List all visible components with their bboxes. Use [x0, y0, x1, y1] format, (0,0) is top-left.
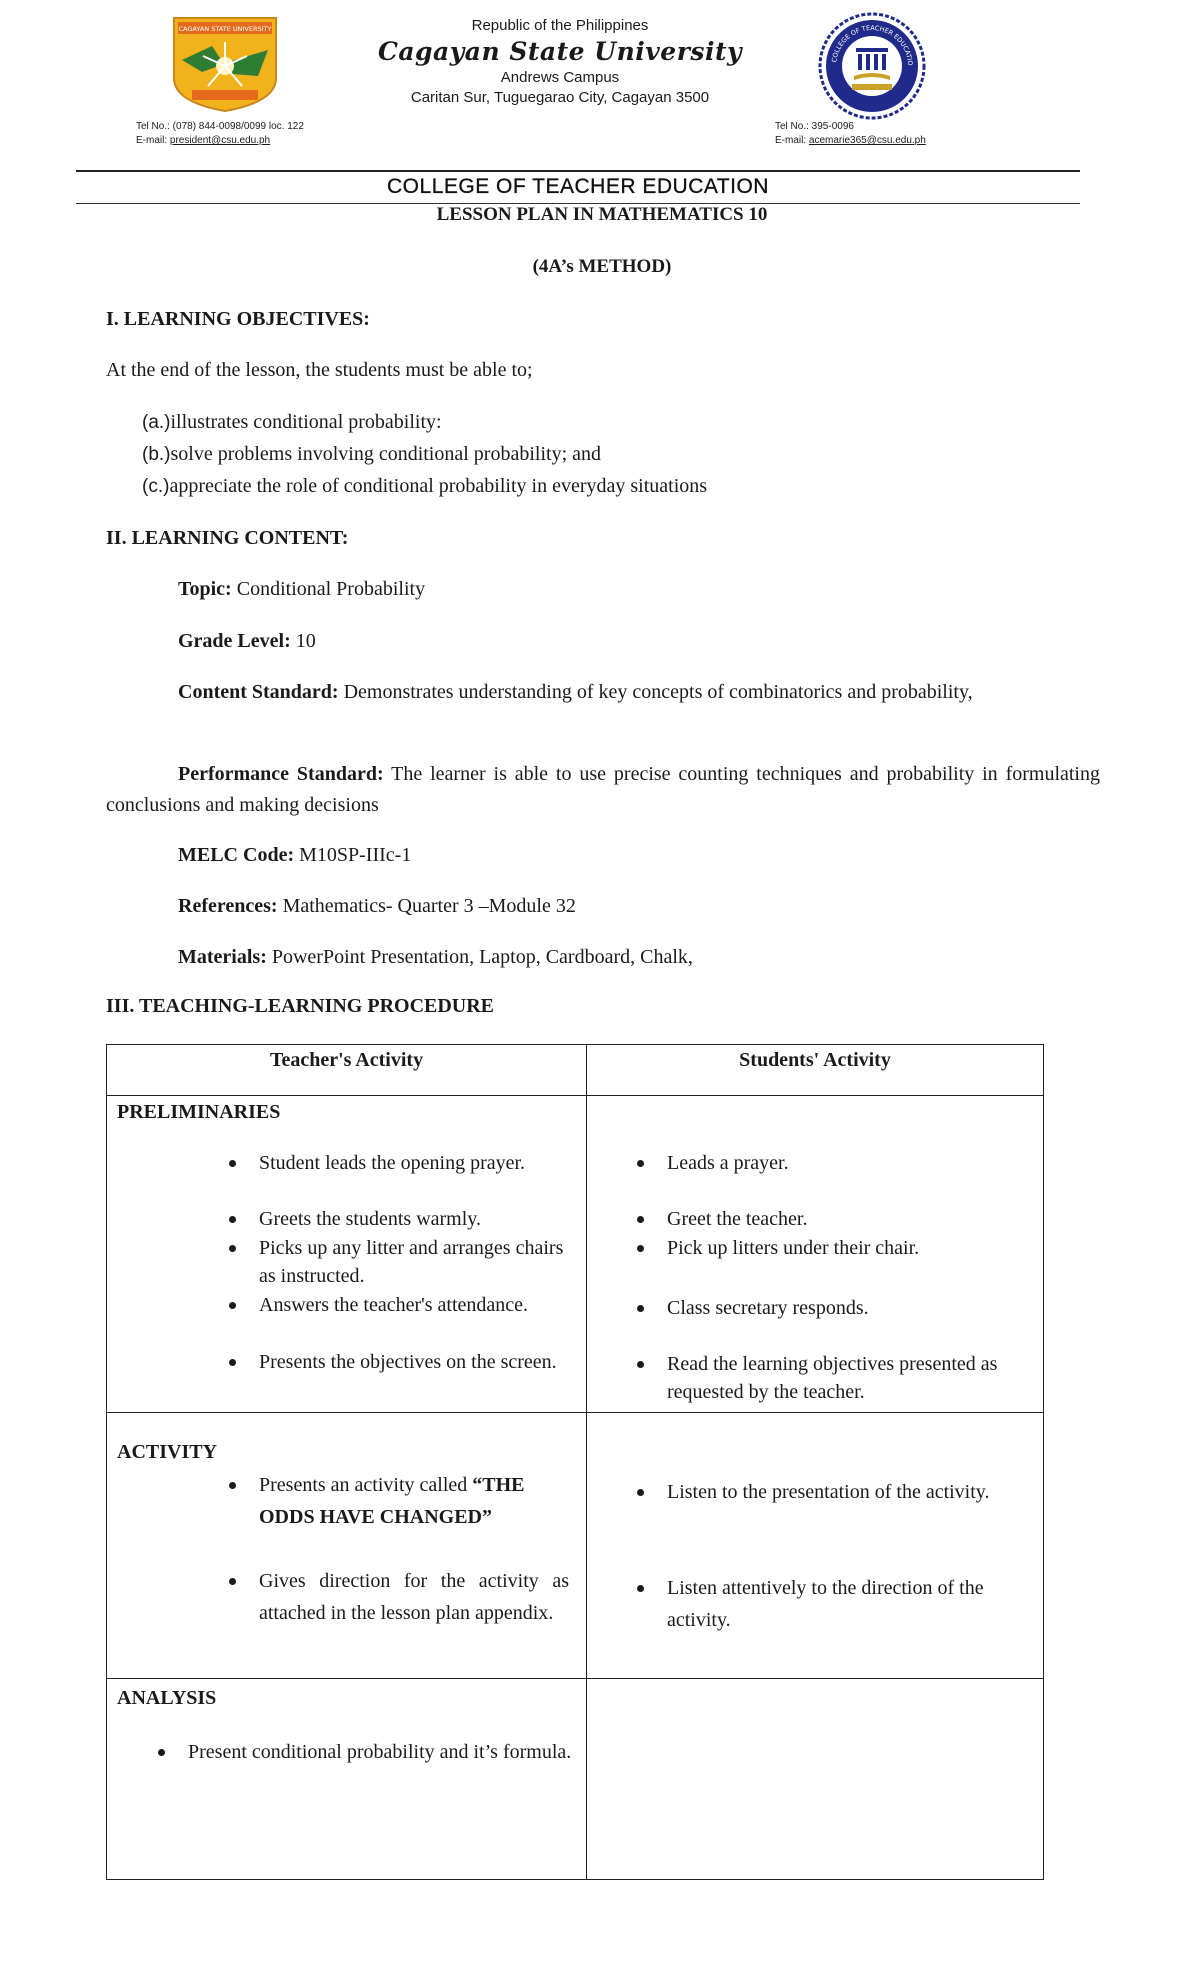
list-item: Leads a prayer. [667, 1149, 1032, 1205]
campus-address: Caritan Sur, Tuguegarao City, Cagayan 3500 [410, 89, 710, 106]
procedure-heading: III. TEACHING-LEARNING PROCEDURE [106, 995, 495, 1017]
left-contact [136, 120, 304, 148]
objective-label: (c.) [142, 476, 170, 497]
right-tel: Tel No.: 395-0096 [775, 121, 854, 132]
left-email-link[interactable]: president@csu.edu.ph [169, 135, 271, 146]
list-item: Listen attentively to the direction of the activity. [667, 1572, 1032, 1636]
preliminaries-teacher-list [259, 1149, 569, 1405]
grade-field: Grade Level: 10 [178, 630, 316, 652]
analysis-teacher-list [188, 1736, 573, 1768]
list-item: Present conditional probability and it’s formula. [188, 1736, 573, 1768]
table-row-divider [107, 1412, 1043, 1413]
objective-label: (a.) [142, 412, 171, 433]
melc-field: MELC Code: M10SP-IIIc-1 [178, 844, 412, 866]
csu-logo [172, 16, 278, 112]
republic-label: Republic of the Philippines [471, 17, 649, 34]
objective-item: (a.)illustrates conditional probability: [142, 411, 442, 433]
header-divider-top [76, 170, 1080, 172]
procedure-table [106, 1044, 1044, 1880]
list-item: Greet the teacher. [667, 1205, 1032, 1234]
topic-field: Topic: Conditional Probability [178, 578, 426, 600]
objective-item: (b.)solve problems involving conditional probability; and [142, 443, 601, 465]
cte-seal-text: COLLEGE OF TEACHER EDUCATIO [830, 23, 915, 66]
preliminaries-students-list [667, 1149, 1032, 1406]
column-header-students: Students' Activity [739, 1049, 891, 1071]
list-item: Student leads the opening prayer. [259, 1149, 569, 1205]
table-row-divider [107, 1095, 1043, 1096]
section-label-analysis: ANALYSIS [117, 1687, 217, 1709]
list-item: Answers the teacher's attendance. [259, 1291, 569, 1348]
list-item: Picks up any litter and arranges chairs as instructed. [259, 1234, 569, 1291]
list-item: Presents the objectives on the screen. [259, 1348, 569, 1405]
college-name: COLLEGE OF TEACHER EDUCATION [387, 175, 769, 198]
activity-students-list [667, 1476, 1032, 1636]
objectives-heading: I. LEARNING OBJECTIVES: [106, 308, 370, 330]
list-item: Greets the students warmly. [259, 1205, 569, 1234]
list-item: Pick up litters under their chair. [667, 1234, 1032, 1294]
right-email-label: E-mail: [775, 135, 809, 146]
objective-label: (b.) [142, 444, 171, 465]
list-item: Gives direction for the activity as attached in the lesson plan appendix. [259, 1565, 569, 1629]
right-email-link[interactable]: acemarie365@csu.edu.ph [808, 135, 926, 146]
table-row-divider [107, 1678, 1043, 1679]
objective-item: (c.)appreciate the role of conditional probability in everyday situations [142, 475, 708, 497]
left-tel: Tel No.: (078) 844-0098/0099 loc. 122 [136, 121, 304, 132]
list-item: Presents an activity called “THE ODDS HAVE CHANGED” [259, 1469, 569, 1565]
list-item: Read the learning objectives presented as requested by the teacher. [667, 1350, 1032, 1406]
content-heading: II. LEARNING CONTENT: [106, 527, 349, 549]
column-header-teacher: Teacher's Activity [269, 1049, 424, 1071]
objectives-intro: At the end of the lesson, the students must be able to; [106, 359, 533, 381]
section-label-activity: ACTIVITY [117, 1441, 218, 1463]
left-email-label: E-mail: [136, 135, 170, 146]
campus-name: Andrews Campus [500, 69, 620, 86]
references-field: References: Mathematics- Quarter 3 –Module 32 [178, 895, 576, 917]
lesson-title: LESSON PLAN IN MATHEMATICS 10 [436, 204, 768, 225]
table-column-divider [586, 1045, 587, 1879]
cte-seal [818, 12, 926, 120]
list-item: Listen to the presentation of the activity. [667, 1476, 1032, 1572]
list-item: Class secretary responds. [667, 1294, 1032, 1350]
csu-logo-text: CAGAYAN STATE UNIVERSITY [178, 25, 272, 33]
performance-standard-field: Performance Standard: The learner is able to use precise counting techniques and probability in formulating conclusions and making decisions [106, 763, 1100, 816]
section-label-preliminaries: PRELIMINARIES [117, 1101, 281, 1123]
materials-field: Materials: PowerPoint Presentation, Laptop, Cardboard, Chalk, [178, 946, 693, 968]
lesson-method: (4A’s METHOD) [532, 256, 672, 277]
activity-teacher-list [259, 1469, 569, 1629]
content-standard-field: Content Standard: Demonstrates understanding of key concepts of combinatorics and probability, [178, 681, 973, 703]
university-name: Cagayan State University [377, 37, 743, 66]
right-contact [775, 120, 926, 148]
